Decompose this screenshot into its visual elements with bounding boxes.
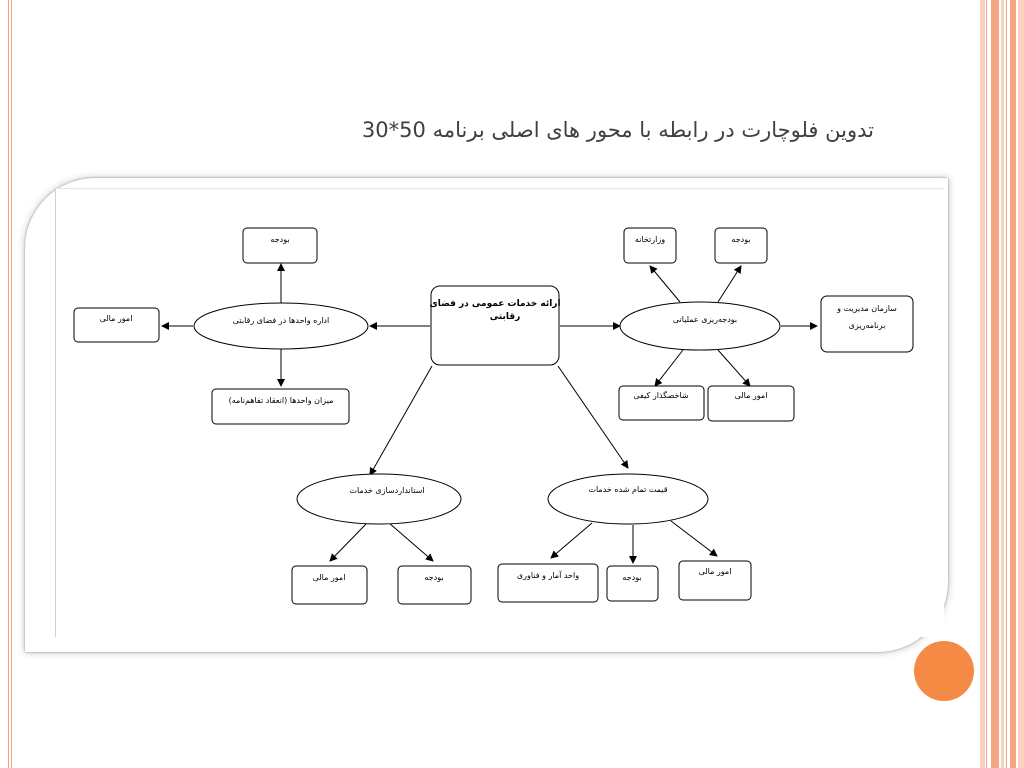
arrow-br-left (551, 523, 592, 558)
left-ellipse-label: اداره واحدها در فضای رقابتی (232, 316, 330, 325)
arrow-center-to-bottom-left (370, 366, 432, 475)
left-border-line-2 (11, 0, 12, 768)
right-ellipse (620, 302, 780, 350)
box-left-bottom-label: میزان واحدها (انعقاد تفاهم‌نامه) (228, 396, 334, 405)
box-br-right-label: امور مالی (698, 567, 732, 576)
center-node-text-1: ارائه خدمات عمومی در فضای (429, 299, 561, 309)
right-border-stripe-4 (1001, 0, 1004, 768)
arrow-right-up-right (718, 266, 741, 302)
box-br-left (498, 564, 598, 602)
arrow-right-down-left (655, 350, 683, 386)
right-border-stripe-7 (1018, 0, 1024, 768)
box-br-left-label: واحد آمار و فناوری (516, 571, 580, 580)
right-border-stripe-1 (980, 0, 985, 768)
box-br-mid-label: بودجه (622, 573, 642, 582)
arrow-center-to-bottom-right (558, 366, 628, 468)
box-bl-right-label: بودجه (424, 573, 444, 582)
arrow-right-up-left (650, 266, 680, 302)
box-bl-right (398, 566, 471, 604)
right-border-stripe-3 (991, 0, 999, 768)
box-right-bottom-left-label: شاخصگذار کیفی (633, 391, 689, 400)
box-br-mid (607, 566, 658, 601)
slide-title: تدوین فلوچارت در رابطه با محور های اصلی برنامه 50*30 (361, 118, 874, 142)
box-right-right-label-1: سازمان مدیریت و (837, 304, 897, 313)
box-right-top-right (715, 228, 767, 263)
left-ellipse (194, 303, 368, 349)
box-right-top-left (624, 228, 676, 263)
right-border-stripe-6 (1010, 0, 1016, 768)
decorative-orange-circle (914, 641, 974, 701)
bottom-left-ellipse (297, 474, 461, 524)
right-ellipse-label: بودجه‌ریزی عملیاتی (672, 315, 738, 324)
box-bl-left-label: امور مالی (312, 573, 346, 582)
bottom-left-ellipse-label: استانداردسازی خدمات (349, 486, 425, 495)
box-right-top-right-label: بودجه (731, 235, 751, 244)
flowchart-diagram (25, 178, 948, 652)
box-bl-left (292, 566, 367, 604)
right-border-stripe-2 (986, 0, 987, 768)
left-border-line-1 (8, 0, 9, 768)
box-left-top-label: بودجه (270, 235, 290, 244)
arrow-bl-right (389, 523, 433, 561)
bottom-right-ellipse-label: قیمت تمام شده خدمات (588, 485, 668, 494)
box-right-right-label-2: برنامه‌ریزی (848, 321, 886, 330)
box-left-left-label: امور مالی (99, 314, 133, 323)
center-node (431, 286, 559, 365)
arrow-right-down-right (718, 350, 750, 386)
box-right-bottom-right-label: امور مالی (734, 391, 768, 400)
center-node-text-2: رقابتی (489, 312, 521, 322)
bottom-right-ellipse (548, 474, 708, 524)
arrow-br-right (671, 521, 717, 556)
right-border-stripe-5 (1006, 0, 1007, 768)
box-left-top (243, 228, 317, 263)
arrow-bl-left (330, 523, 367, 561)
box-left-bottom (212, 389, 349, 424)
box-right-top-left-label: وزارتخانه (634, 235, 666, 244)
